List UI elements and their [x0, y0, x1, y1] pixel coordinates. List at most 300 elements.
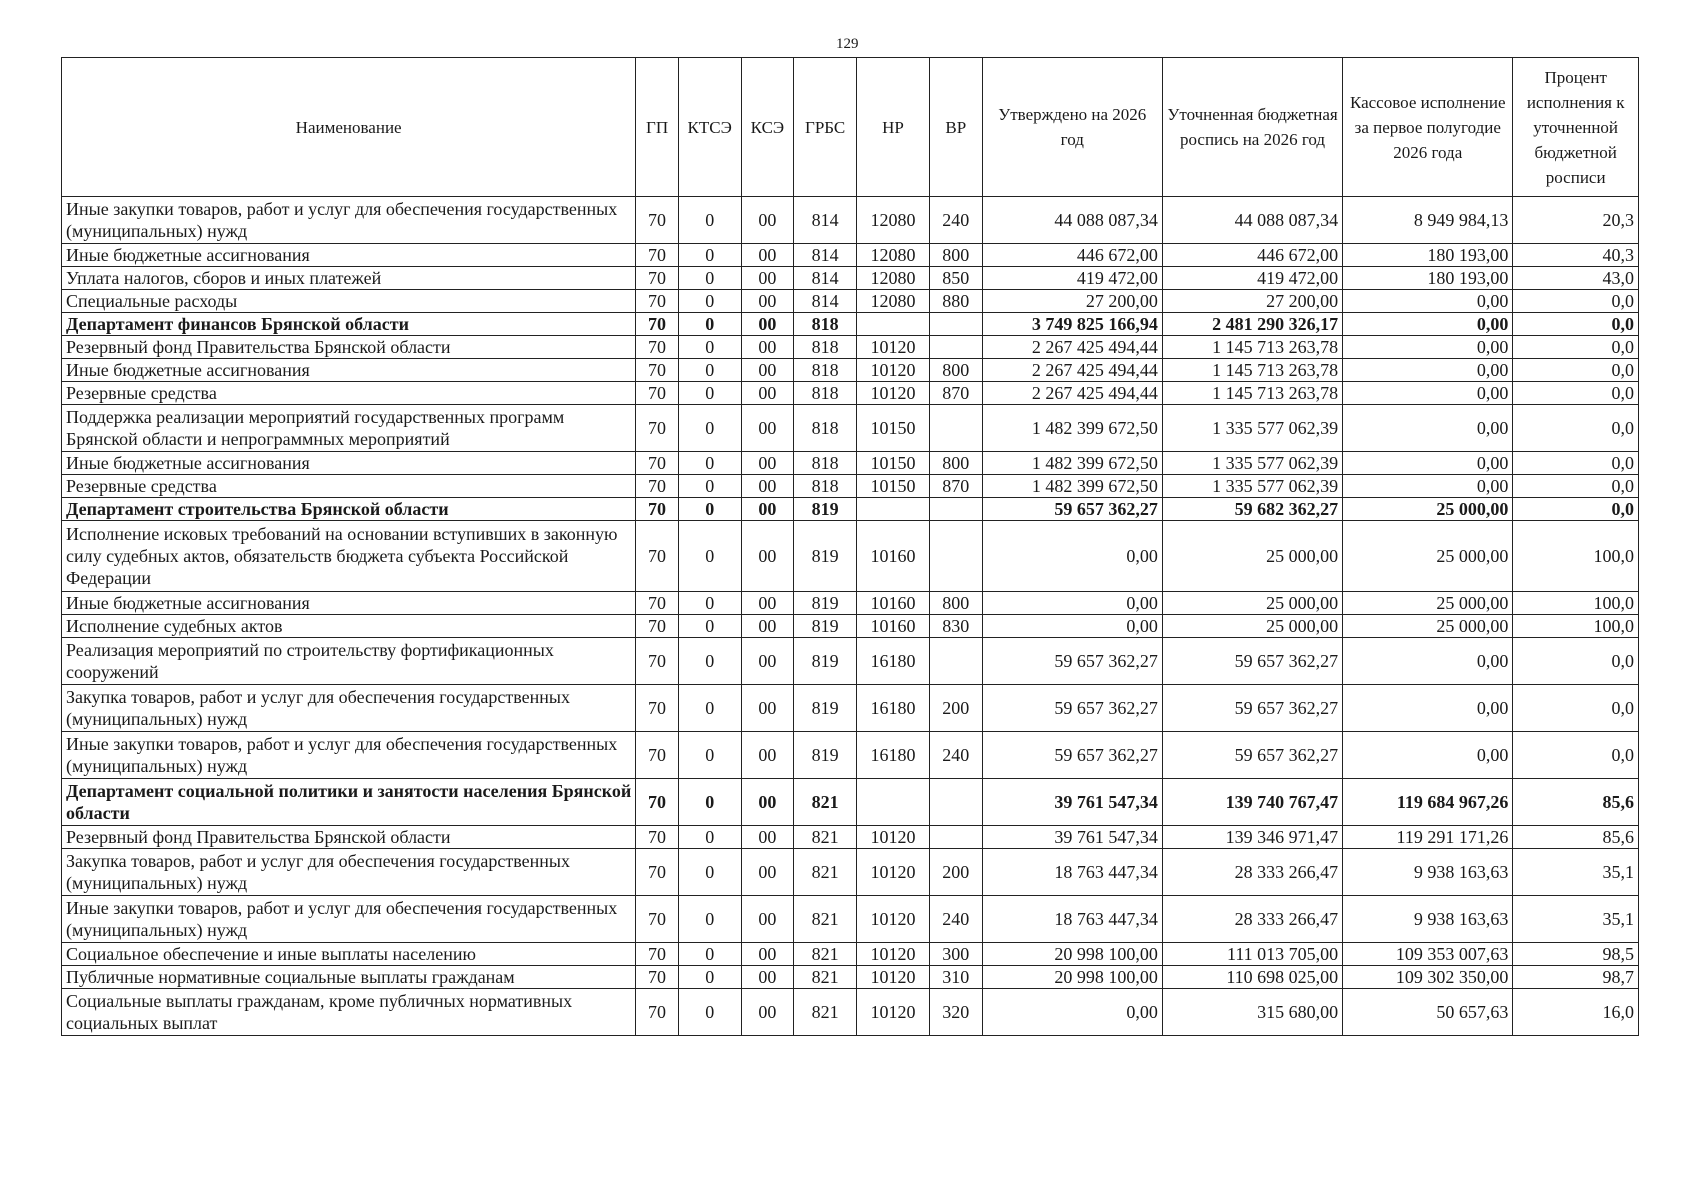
- cell-nr: [857, 498, 930, 521]
- cell-vr: [929, 336, 982, 359]
- table-row: [62, 498, 1639, 521]
- cell-refined: 1 335 577 062,39: [1162, 475, 1342, 498]
- cell-ktse: 0: [678, 313, 741, 336]
- cell-vr: 310: [929, 966, 982, 989]
- cell-approved: 1 482 399 672,50: [982, 405, 1162, 452]
- cell-vr: [929, 313, 982, 336]
- header-kse: КСЭ: [741, 58, 794, 197]
- cell-grbs: 821: [794, 966, 857, 989]
- header-name: Наименование: [62, 58, 636, 197]
- cell-ktse: 0: [678, 382, 741, 405]
- cell-refined: 25 000,00: [1162, 592, 1342, 615]
- cell-grbs: 821: [794, 779, 857, 826]
- cell-kse: 00: [741, 498, 794, 521]
- cell-name: Социальное обеспечение и иные выплаты населению: [62, 943, 636, 966]
- cell-approved: 18 763 447,34: [982, 896, 1162, 943]
- cell-vr: 200: [929, 849, 982, 896]
- cell-nr: 10160: [857, 592, 930, 615]
- cell-gp: 70: [636, 896, 679, 943]
- cell-ktse: 0: [678, 966, 741, 989]
- cell-percent: 0,0: [1513, 359, 1639, 382]
- cell-cash: 109 353 007,63: [1343, 943, 1513, 966]
- cell-vr: 300: [929, 943, 982, 966]
- cell-gp: 70: [636, 475, 679, 498]
- cell-percent: 0,0: [1513, 638, 1639, 685]
- table-row: [62, 779, 1639, 826]
- cell-refined: 1 145 713 263,78: [1162, 382, 1342, 405]
- cell-refined: 315 680,00: [1162, 989, 1342, 1036]
- cell-cash: 119 291 171,26: [1343, 826, 1513, 849]
- cell-percent: 100,0: [1513, 615, 1639, 638]
- cell-grbs: 818: [794, 313, 857, 336]
- cell-percent: 98,5: [1513, 943, 1639, 966]
- table-row: [62, 244, 1639, 267]
- cell-grbs: 814: [794, 267, 857, 290]
- cell-name: Резервный фонд Правительства Брянской области: [62, 826, 636, 849]
- cell-ktse: 0: [678, 405, 741, 452]
- cell-refined: 59 657 362,27: [1162, 638, 1342, 685]
- cell-kse: 00: [741, 475, 794, 498]
- cell-nr: 10150: [857, 405, 930, 452]
- cell-approved: 2 267 425 494,44: [982, 359, 1162, 382]
- cell-nr: 10120: [857, 336, 930, 359]
- cell-refined: 446 672,00: [1162, 244, 1342, 267]
- cell-percent: 0,0: [1513, 498, 1639, 521]
- cell-kse: 00: [741, 382, 794, 405]
- cell-approved: 446 672,00: [982, 244, 1162, 267]
- cell-ktse: 0: [678, 521, 741, 592]
- cell-gp: 70: [636, 290, 679, 313]
- cell-cash: 50 657,63: [1343, 989, 1513, 1036]
- cell-percent: 35,1: [1513, 896, 1639, 943]
- cell-nr: 10120: [857, 966, 930, 989]
- cell-approved: 2 267 425 494,44: [982, 382, 1162, 405]
- cell-refined: 2 481 290 326,17: [1162, 313, 1342, 336]
- cell-cash: 9 938 163,63: [1343, 849, 1513, 896]
- cell-name: Исполнение судебных актов: [62, 615, 636, 638]
- cell-gp: 70: [636, 943, 679, 966]
- cell-cash: 180 193,00: [1343, 244, 1513, 267]
- cell-cash: 0,00: [1343, 382, 1513, 405]
- cell-gp: 70: [636, 521, 679, 592]
- cell-vr: [929, 779, 982, 826]
- cell-gp: 70: [636, 989, 679, 1036]
- cell-nr: [857, 779, 930, 826]
- cell-kse: 00: [741, 779, 794, 826]
- cell-percent: 0,0: [1513, 382, 1639, 405]
- page-number: 129: [836, 36, 859, 52]
- cell-cash: 119 684 967,26: [1343, 779, 1513, 826]
- header-ktse: КТСЭ: [678, 58, 741, 197]
- cell-name: Социальные выплаты гражданам, кроме публичных нормативных социальных выплат: [62, 989, 636, 1036]
- cell-gp: 70: [636, 826, 679, 849]
- cell-name: Иные бюджетные ассигнования: [62, 452, 636, 475]
- cell-nr: 12080: [857, 267, 930, 290]
- cell-refined: 59 657 362,27: [1162, 732, 1342, 779]
- table-row: [62, 826, 1639, 849]
- table-row: [62, 452, 1639, 475]
- cell-percent: 85,6: [1513, 826, 1639, 849]
- cell-name: Уплата налогов, сборов и иных платежей: [62, 267, 636, 290]
- table-row: [62, 685, 1639, 732]
- cell-vr: [929, 498, 982, 521]
- cell-kse: 00: [741, 452, 794, 475]
- cell-percent: 35,1: [1513, 849, 1639, 896]
- cell-refined: 28 333 266,47: [1162, 896, 1342, 943]
- cell-name: Реализация мероприятий по строительству фортификационных сооружений: [62, 638, 636, 685]
- cell-percent: 0,0: [1513, 732, 1639, 779]
- table-row: [62, 382, 1639, 405]
- cell-ktse: 0: [678, 359, 741, 382]
- cell-percent: 20,3: [1513, 197, 1639, 244]
- cell-gp: 70: [636, 452, 679, 475]
- cell-grbs: 814: [794, 290, 857, 313]
- cell-vr: 880: [929, 290, 982, 313]
- cell-vr: 240: [929, 197, 982, 244]
- header-approved: Утверждено на 2026 год: [982, 58, 1162, 197]
- cell-percent: 0,0: [1513, 685, 1639, 732]
- cell-grbs: 821: [794, 896, 857, 943]
- cell-approved: 39 761 547,34: [982, 826, 1162, 849]
- cell-kse: 00: [741, 685, 794, 732]
- cell-gp: 70: [636, 267, 679, 290]
- cell-cash: 0,00: [1343, 336, 1513, 359]
- cell-approved: 2 267 425 494,44: [982, 336, 1162, 359]
- cell-cash: 0,00: [1343, 405, 1513, 452]
- cell-name: Иные бюджетные ассигнования: [62, 359, 636, 382]
- cell-refined: 25 000,00: [1162, 521, 1342, 592]
- cell-gp: 70: [636, 779, 679, 826]
- cell-refined: 1 335 577 062,39: [1162, 452, 1342, 475]
- cell-grbs: 819: [794, 592, 857, 615]
- cell-approved: 1 482 399 672,50: [982, 452, 1162, 475]
- cell-nr: 10150: [857, 452, 930, 475]
- cell-cash: 0,00: [1343, 638, 1513, 685]
- cell-refined: 139 740 767,47: [1162, 779, 1342, 826]
- cell-refined: 25 000,00: [1162, 615, 1342, 638]
- cell-grbs: 821: [794, 989, 857, 1036]
- cell-percent: 0,0: [1513, 290, 1639, 313]
- cell-approved: 27 200,00: [982, 290, 1162, 313]
- table-row: [62, 943, 1639, 966]
- cell-name: Поддержка реализации мероприятий государственных программ Брянской области и непрограммных мероприятий: [62, 405, 636, 452]
- cell-vr: 240: [929, 896, 982, 943]
- cell-cash: 0,00: [1343, 475, 1513, 498]
- table-row: [62, 989, 1639, 1036]
- cell-ktse: 0: [678, 197, 741, 244]
- table-row: [62, 521, 1639, 592]
- cell-nr: 16180: [857, 732, 930, 779]
- cell-vr: [929, 638, 982, 685]
- cell-ktse: 0: [678, 638, 741, 685]
- cell-grbs: 819: [794, 521, 857, 592]
- header-refined: Уточненная бюджетная роспись на 2026 год: [1162, 58, 1342, 197]
- cell-kse: 00: [741, 313, 794, 336]
- cell-nr: 10160: [857, 615, 930, 638]
- header-nr: НР: [857, 58, 930, 197]
- cell-ktse: 0: [678, 267, 741, 290]
- cell-approved: 20 998 100,00: [982, 966, 1162, 989]
- cell-name: Специальные расходы: [62, 290, 636, 313]
- cell-nr: 10120: [857, 896, 930, 943]
- cell-kse: 00: [741, 638, 794, 685]
- cell-grbs: 818: [794, 382, 857, 405]
- cell-kse: 00: [741, 592, 794, 615]
- cell-refined: 139 346 971,47: [1162, 826, 1342, 849]
- cell-kse: 00: [741, 615, 794, 638]
- cell-kse: 00: [741, 290, 794, 313]
- cell-name: Департамент социальной политики и занятости населения Брянской области: [62, 779, 636, 826]
- cell-vr: 870: [929, 475, 982, 498]
- cell-refined: 419 472,00: [1162, 267, 1342, 290]
- cell-cash: 0,00: [1343, 313, 1513, 336]
- cell-gp: 70: [636, 638, 679, 685]
- cell-kse: 00: [741, 244, 794, 267]
- cell-cash: 25 000,00: [1343, 498, 1513, 521]
- cell-vr: 800: [929, 244, 982, 267]
- cell-ktse: 0: [678, 732, 741, 779]
- cell-grbs: 818: [794, 475, 857, 498]
- cell-vr: 320: [929, 989, 982, 1036]
- cell-grbs: 814: [794, 244, 857, 267]
- table-row: [62, 896, 1639, 943]
- cell-percent: 0,0: [1513, 336, 1639, 359]
- cell-cash: 8 949 984,13: [1343, 197, 1513, 244]
- cell-approved: 3 749 825 166,94: [982, 313, 1162, 336]
- cell-cash: 0,00: [1343, 685, 1513, 732]
- cell-gp: 70: [636, 966, 679, 989]
- cell-name: Резервные средства: [62, 382, 636, 405]
- cell-gp: 70: [636, 592, 679, 615]
- cell-vr: 800: [929, 359, 982, 382]
- cell-approved: 419 472,00: [982, 267, 1162, 290]
- cell-grbs: 821: [794, 943, 857, 966]
- cell-approved: 0,00: [982, 615, 1162, 638]
- cell-percent: 0,0: [1513, 452, 1639, 475]
- cell-grbs: 819: [794, 615, 857, 638]
- cell-percent: 100,0: [1513, 521, 1639, 592]
- table-row: [62, 359, 1639, 382]
- cell-kse: 00: [741, 336, 794, 359]
- cell-approved: 39 761 547,34: [982, 779, 1162, 826]
- cell-ktse: 0: [678, 452, 741, 475]
- cell-ktse: 0: [678, 592, 741, 615]
- cell-cash: 0,00: [1343, 359, 1513, 382]
- cell-cash: 25 000,00: [1343, 592, 1513, 615]
- header-row: [62, 58, 1639, 197]
- cell-vr: 200: [929, 685, 982, 732]
- cell-nr: 12080: [857, 244, 930, 267]
- header-vr: ВР: [929, 58, 982, 197]
- cell-nr: 10120: [857, 382, 930, 405]
- cell-name: Департамент строительства Брянской области: [62, 498, 636, 521]
- cell-name: Иные бюджетные ассигнования: [62, 592, 636, 615]
- cell-nr: 16180: [857, 638, 930, 685]
- cell-ktse: 0: [678, 849, 741, 896]
- cell-ktse: 0: [678, 498, 741, 521]
- table-row: [62, 197, 1639, 244]
- cell-name: Иные закупки товаров, работ и услуг для обеспечения государственных (муниципальных) нужд: [62, 197, 636, 244]
- cell-cash: 9 938 163,63: [1343, 896, 1513, 943]
- cell-name: Закупка товаров, работ и услуг для обеспечения государственных (муниципальных) нужд: [62, 685, 636, 732]
- cell-percent: 98,7: [1513, 966, 1639, 989]
- cell-grbs: 818: [794, 452, 857, 475]
- cell-vr: 240: [929, 732, 982, 779]
- table-row: [62, 336, 1639, 359]
- cell-kse: 00: [741, 966, 794, 989]
- header-cash: Кассовое исполнение за первое полугодие 2026 года: [1343, 58, 1513, 197]
- cell-approved: 59 657 362,27: [982, 498, 1162, 521]
- cell-kse: 00: [741, 896, 794, 943]
- cell-grbs: 819: [794, 498, 857, 521]
- table-row: [62, 405, 1639, 452]
- cell-cash: 0,00: [1343, 452, 1513, 475]
- cell-cash: 0,00: [1343, 732, 1513, 779]
- cell-nr: 10120: [857, 849, 930, 896]
- cell-ktse: 0: [678, 896, 741, 943]
- table-row: [62, 849, 1639, 896]
- cell-percent: 40,3: [1513, 244, 1639, 267]
- cell-name: Закупка товаров, работ и услуг для обеспечения государственных (муниципальных) нужд: [62, 849, 636, 896]
- cell-ktse: 0: [678, 989, 741, 1036]
- cell-kse: 00: [741, 989, 794, 1036]
- header-grbs: ГРБС: [794, 58, 857, 197]
- cell-nr: 12080: [857, 197, 930, 244]
- table-row: [62, 966, 1639, 989]
- cell-grbs: 818: [794, 405, 857, 452]
- cell-kse: 00: [741, 826, 794, 849]
- cell-name: Резервные средства: [62, 475, 636, 498]
- cell-kse: 00: [741, 521, 794, 592]
- cell-approved: 44 088 087,34: [982, 197, 1162, 244]
- cell-ktse: 0: [678, 779, 741, 826]
- cell-refined: 59 682 362,27: [1162, 498, 1342, 521]
- budget-table: [61, 57, 1639, 1036]
- cell-vr: [929, 521, 982, 592]
- cell-vr: 800: [929, 452, 982, 475]
- cell-grbs: 819: [794, 732, 857, 779]
- cell-kse: 00: [741, 405, 794, 452]
- cell-approved: 59 657 362,27: [982, 732, 1162, 779]
- cell-grbs: 819: [794, 685, 857, 732]
- cell-grbs: 818: [794, 336, 857, 359]
- cell-approved: 0,00: [982, 989, 1162, 1036]
- cell-vr: 850: [929, 267, 982, 290]
- cell-gp: 70: [636, 615, 679, 638]
- cell-cash: 180 193,00: [1343, 267, 1513, 290]
- cell-kse: 00: [741, 267, 794, 290]
- table-row: [62, 290, 1639, 313]
- table-row: [62, 732, 1639, 779]
- cell-approved: 20 998 100,00: [982, 943, 1162, 966]
- cell-ktse: 0: [678, 290, 741, 313]
- table-body: [62, 197, 1639, 1036]
- cell-approved: 59 657 362,27: [982, 685, 1162, 732]
- header-percent: Процент исполнения к уточненной бюджетной росписи: [1513, 58, 1639, 197]
- cell-vr: 800: [929, 592, 982, 615]
- cell-approved: 0,00: [982, 592, 1162, 615]
- cell-cash: 25 000,00: [1343, 521, 1513, 592]
- cell-ktse: 0: [678, 244, 741, 267]
- cell-cash: 25 000,00: [1343, 615, 1513, 638]
- cell-gp: 70: [636, 849, 679, 896]
- cell-gp: 70: [636, 498, 679, 521]
- cell-name: Департамент финансов Брянской области: [62, 313, 636, 336]
- cell-cash: 0,00: [1343, 290, 1513, 313]
- table-row: [62, 267, 1639, 290]
- cell-grbs: 819: [794, 638, 857, 685]
- cell-approved: 18 763 447,34: [982, 849, 1162, 896]
- cell-grbs: 821: [794, 849, 857, 896]
- cell-kse: 00: [741, 359, 794, 382]
- cell-percent: 100,0: [1513, 592, 1639, 615]
- cell-percent: 43,0: [1513, 267, 1639, 290]
- cell-ktse: 0: [678, 943, 741, 966]
- cell-refined: 111 013 705,00: [1162, 943, 1342, 966]
- cell-nr: 10120: [857, 359, 930, 382]
- cell-grbs: 821: [794, 826, 857, 849]
- cell-grbs: 818: [794, 359, 857, 382]
- cell-kse: 00: [741, 849, 794, 896]
- cell-gp: 70: [636, 382, 679, 405]
- cell-vr: [929, 405, 982, 452]
- cell-kse: 00: [741, 732, 794, 779]
- cell-nr: 16180: [857, 685, 930, 732]
- cell-nr: 10120: [857, 943, 930, 966]
- cell-gp: 70: [636, 313, 679, 336]
- cell-refined: 59 657 362,27: [1162, 685, 1342, 732]
- cell-kse: 00: [741, 943, 794, 966]
- cell-ktse: 0: [678, 685, 741, 732]
- cell-nr: 10120: [857, 989, 930, 1036]
- cell-name: Резервный фонд Правительства Брянской области: [62, 336, 636, 359]
- cell-nr: 12080: [857, 290, 930, 313]
- cell-refined: 110 698 025,00: [1162, 966, 1342, 989]
- cell-approved: 59 657 362,27: [982, 638, 1162, 685]
- table-row: [62, 615, 1639, 638]
- cell-nr: 10120: [857, 826, 930, 849]
- cell-percent: 0,0: [1513, 475, 1639, 498]
- cell-name: Иные бюджетные ассигнования: [62, 244, 636, 267]
- cell-ktse: 0: [678, 826, 741, 849]
- cell-gp: 70: [636, 336, 679, 359]
- cell-percent: 0,0: [1513, 405, 1639, 452]
- cell-refined: 1 145 713 263,78: [1162, 359, 1342, 382]
- cell-ktse: 0: [678, 336, 741, 359]
- cell-name: Публичные нормативные социальные выплаты гражданам: [62, 966, 636, 989]
- cell-nr: 10150: [857, 475, 930, 498]
- cell-vr: 830: [929, 615, 982, 638]
- cell-gp: 70: [636, 244, 679, 267]
- cell-refined: 1 145 713 263,78: [1162, 336, 1342, 359]
- cell-nr: [857, 313, 930, 336]
- cell-percent: 0,0: [1513, 313, 1639, 336]
- cell-gp: 70: [636, 359, 679, 382]
- cell-refined: 44 088 087,34: [1162, 197, 1342, 244]
- table-row: [62, 592, 1639, 615]
- cell-grbs: 814: [794, 197, 857, 244]
- table-row: [62, 638, 1639, 685]
- cell-name: Иные закупки товаров, работ и услуг для обеспечения государственных (муниципальных) нужд: [62, 896, 636, 943]
- cell-gp: 70: [636, 405, 679, 452]
- cell-refined: 28 333 266,47: [1162, 849, 1342, 896]
- cell-approved: 0,00: [982, 521, 1162, 592]
- cell-gp: 70: [636, 732, 679, 779]
- cell-refined: 27 200,00: [1162, 290, 1342, 313]
- cell-gp: 70: [636, 685, 679, 732]
- cell-vr: 870: [929, 382, 982, 405]
- cell-name: Исполнение исковых требований на основании вступивших в законную силу судебных актов, обязательств бюджета субъекта Российской Федерации: [62, 521, 636, 592]
